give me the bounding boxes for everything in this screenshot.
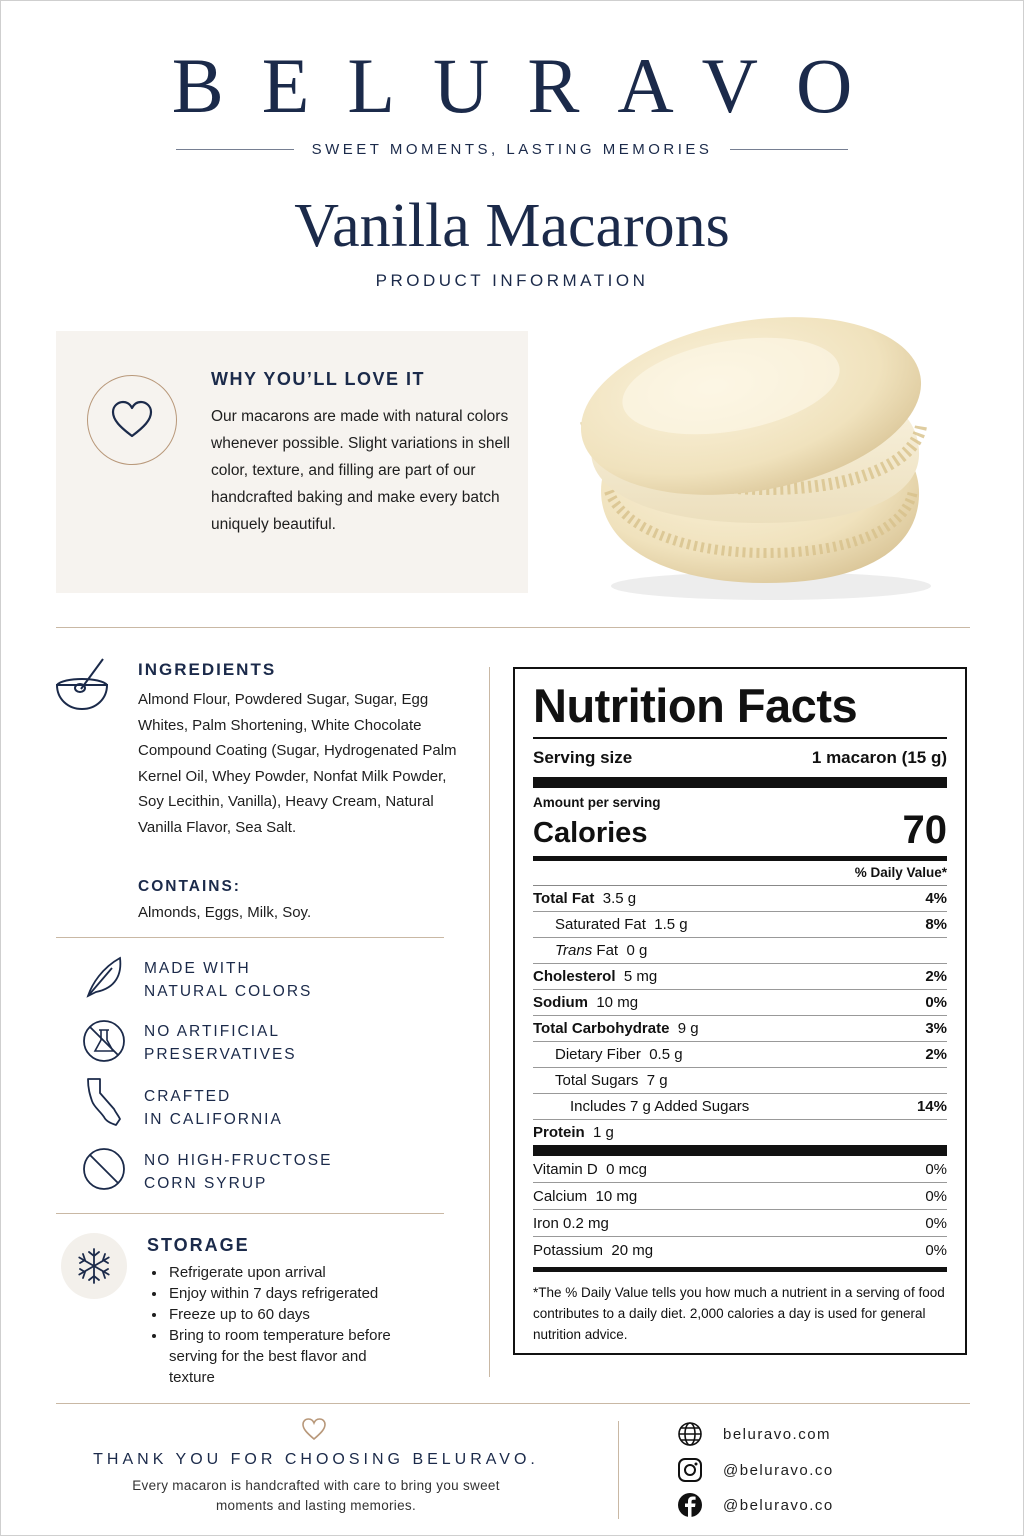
storage-item: • Bring to room temperature before serving for the best flavor and texture xyxy=(167,1325,407,1388)
storage-item: • Freeze up to 60 days xyxy=(167,1304,407,1325)
nutrient-amount: 9 g xyxy=(677,1020,699,1037)
nutrient-name: Saturated Fat xyxy=(555,916,646,933)
product-title: Vanilla Macarons xyxy=(294,192,730,260)
feature-line: CORN SYRUP xyxy=(144,1175,268,1192)
nutrient-name: Total Fat xyxy=(533,890,595,907)
facebook-icon xyxy=(677,1492,703,1518)
calories-label: Calories xyxy=(533,817,648,849)
serving-size-value: 1 macaron (15 g) xyxy=(811,748,947,767)
micronutrient-dv: 0% xyxy=(925,1215,947,1232)
storage-item: • Enjoy within 7 days refrigerated xyxy=(167,1283,407,1304)
nutrient-row xyxy=(533,1042,947,1068)
nutrient-dv: 2% xyxy=(925,1046,947,1063)
nutrient-amount: 10 mg xyxy=(596,994,639,1011)
section-divider xyxy=(56,627,970,628)
love-text: Our macarons are made with natural colors whenever possible. Slight variations in shell color, texture, and filling are part of our handcrafted baking and make every batch uniquely beautiful. xyxy=(211,408,510,533)
micronutrient-row xyxy=(533,1210,947,1237)
nutrient-name: Protein xyxy=(533,1124,585,1141)
instagram-text: @beluravo.co xyxy=(723,1461,834,1479)
storage-heading: STORAGE xyxy=(147,1235,250,1255)
section-divider xyxy=(56,1213,444,1214)
snowflake-icon xyxy=(61,1233,127,1299)
micronutrient-row xyxy=(533,1237,947,1263)
column-divider xyxy=(489,667,490,1377)
ingredients-text: Almond Flour, Powdered Sugar, Sugar, Egg Whites, Palm Shortening, White Chocolate Compound Coating (Sugar, Hydrogenated Palm Kernel Oil, Whey Powder, Nonfat Milk Powder, Soy Lecithin, Vanilla), Heavy Cream, Natural Vanilla Flavor, Sea Salt. xyxy=(138,691,457,836)
facebook-link[interactable] xyxy=(677,1492,834,1518)
product-subtitle: PRODUCT INFORMATION xyxy=(375,271,649,290)
calories-value: 70 xyxy=(902,808,947,852)
micronutrient-dv: 0% xyxy=(925,1188,947,1205)
nutrient-amount: 7 g xyxy=(646,1072,668,1089)
feature-line: IN CALIFORNIA xyxy=(144,1111,283,1128)
feature-line: MADE WITH xyxy=(144,960,251,977)
mixing-bowl-icon xyxy=(53,655,111,713)
instagram-link[interactable] xyxy=(677,1457,834,1483)
nutrient-name: Total Carbohydrate xyxy=(533,1020,670,1037)
feature-line: NATURAL COLORS xyxy=(144,983,313,1000)
feature-no-hfcs xyxy=(144,1149,332,1195)
macaron-image xyxy=(561,291,961,611)
nutrition-footnote: *The % Daily Value tells you how much a nutrient in a serving of food contributes to a daily diet. 2,000 calories a day is used for general nutrition advice. xyxy=(533,1285,945,1342)
california-icon xyxy=(81,1079,127,1125)
website-link[interactable] xyxy=(677,1421,831,1447)
heart-icon xyxy=(301,1417,327,1441)
nutrient-row xyxy=(533,990,947,1016)
feature-line: NO HIGH-FRUCTOSE xyxy=(144,1152,333,1169)
tagline-rule-left xyxy=(176,149,294,150)
amount-per-serving: Amount per serving xyxy=(533,795,661,810)
nutrient-row xyxy=(533,1068,947,1094)
nutrient-name: Includes 7 g Added Sugars xyxy=(570,1098,750,1115)
nutrient-row xyxy=(533,886,947,912)
micronutrient-name: Potassium xyxy=(533,1242,604,1259)
serving-size-row xyxy=(533,739,947,777)
serving-size-label: Serving size xyxy=(533,748,633,767)
micronutrient-dv: 0% xyxy=(925,1161,947,1178)
website-text: beluravo.com xyxy=(723,1425,832,1443)
nutrient-dv: 2% xyxy=(925,968,947,985)
nutrient-name: Dietary Fiber xyxy=(555,1046,641,1063)
nutrition-facts-panel xyxy=(513,667,967,1355)
section-divider xyxy=(56,937,444,938)
micronutrient-amount: 0.2 mg xyxy=(563,1215,609,1232)
micronutrient-amount: 10 mg xyxy=(595,1188,638,1205)
micronutrient-amount: 0 mcg xyxy=(606,1161,647,1178)
globe-icon xyxy=(677,1421,703,1447)
nutrient-row xyxy=(533,1094,947,1120)
nutrient-amount: 1 g xyxy=(593,1124,614,1141)
facebook-text: @beluravo.co xyxy=(723,1496,834,1514)
nutrition-title: Nutrition Facts xyxy=(533,679,858,732)
nutrient-name: Cholesterol xyxy=(533,968,616,985)
storage-list xyxy=(147,1262,407,1388)
feature-line: NO ARTIFICIAL xyxy=(144,1023,280,1040)
nutrient-row xyxy=(533,1016,947,1042)
no-preservatives-icon xyxy=(81,1018,127,1064)
nutrient-amount: 1.5 g xyxy=(654,916,688,933)
feature-line: PRESERVATIVES xyxy=(144,1046,297,1063)
contains-heading: CONTAINS: xyxy=(138,878,241,895)
ingredients-heading: INGREDIENTS xyxy=(138,660,277,679)
footer-divider xyxy=(618,1421,619,1519)
contains-text: Almonds, Eggs, Milk, Soy. xyxy=(138,904,312,921)
micronutrient-dv: 0% xyxy=(925,1242,947,1259)
prohibited-icon xyxy=(81,1146,127,1192)
nutrient-amount: 3.5 g xyxy=(602,890,637,907)
nutrient-row xyxy=(533,1120,947,1145)
nutrient-name: Sodium xyxy=(533,994,588,1011)
tagline-rule-right xyxy=(730,149,848,150)
nutrient-row xyxy=(533,964,947,990)
instagram-icon xyxy=(677,1457,703,1483)
feature-natural-colors xyxy=(144,957,312,1003)
nutrient-dv: 0% xyxy=(925,994,947,1011)
micronutrient-amount: 20 mg xyxy=(611,1242,654,1259)
nf-thick-rule xyxy=(533,777,947,788)
calories-row xyxy=(533,810,947,850)
nf-medium-rule xyxy=(533,1267,947,1272)
nutrient-dv: 4% xyxy=(925,890,947,907)
thank-you-text: THANK YOU FOR CHOOSING BELURAVO. xyxy=(93,1451,539,1468)
daily-value-header: % Daily Value* xyxy=(533,861,947,886)
section-divider xyxy=(56,1403,970,1404)
nutrient-dv: 8% xyxy=(925,916,947,933)
nutrient-amount: 5 mg xyxy=(623,968,658,985)
micronutrient-name: Iron xyxy=(533,1215,559,1232)
nf-thick-rule xyxy=(533,1145,947,1156)
micronutrient-name: Calcium xyxy=(533,1188,588,1205)
heart-icon xyxy=(87,375,177,465)
micronutrient-row xyxy=(533,1156,947,1183)
thank-you-subtext: Every macaron is handcrafted with care to bring you sweet moments and lasting memories. xyxy=(132,1478,500,1513)
brand-tagline: SWEET MOMENTS, LASTING MEMORIES xyxy=(311,140,713,158)
feature-crafted-california xyxy=(144,1085,283,1131)
micronutrient-row xyxy=(533,1183,947,1210)
nutrient-dv: 14% xyxy=(916,1098,947,1115)
nutrient-row xyxy=(533,912,947,938)
nutrient-name-suffix: Fat xyxy=(596,942,619,959)
leaf-icon xyxy=(81,954,127,1000)
love-heading: WHY YOU’LL LOVE IT xyxy=(211,369,426,389)
feature-line: CRAFTED xyxy=(144,1088,232,1105)
nutrient-row xyxy=(533,938,947,964)
brand-logo: BELURAVO xyxy=(171,42,891,129)
micronutrient-name: Vitamin D xyxy=(533,1161,598,1178)
tagline-row xyxy=(176,139,848,159)
nutrient-name: Total Sugars xyxy=(555,1072,639,1089)
nutrient-amount: 0 g xyxy=(626,942,648,959)
feature-no-preservatives xyxy=(144,1020,297,1066)
nutrient-name: Trans xyxy=(555,942,593,959)
nutrient-amount: 0.5 g xyxy=(649,1046,683,1063)
storage-item: • Refrigerate upon arrival xyxy=(167,1262,407,1283)
nutrient-dv: 3% xyxy=(925,1020,947,1037)
